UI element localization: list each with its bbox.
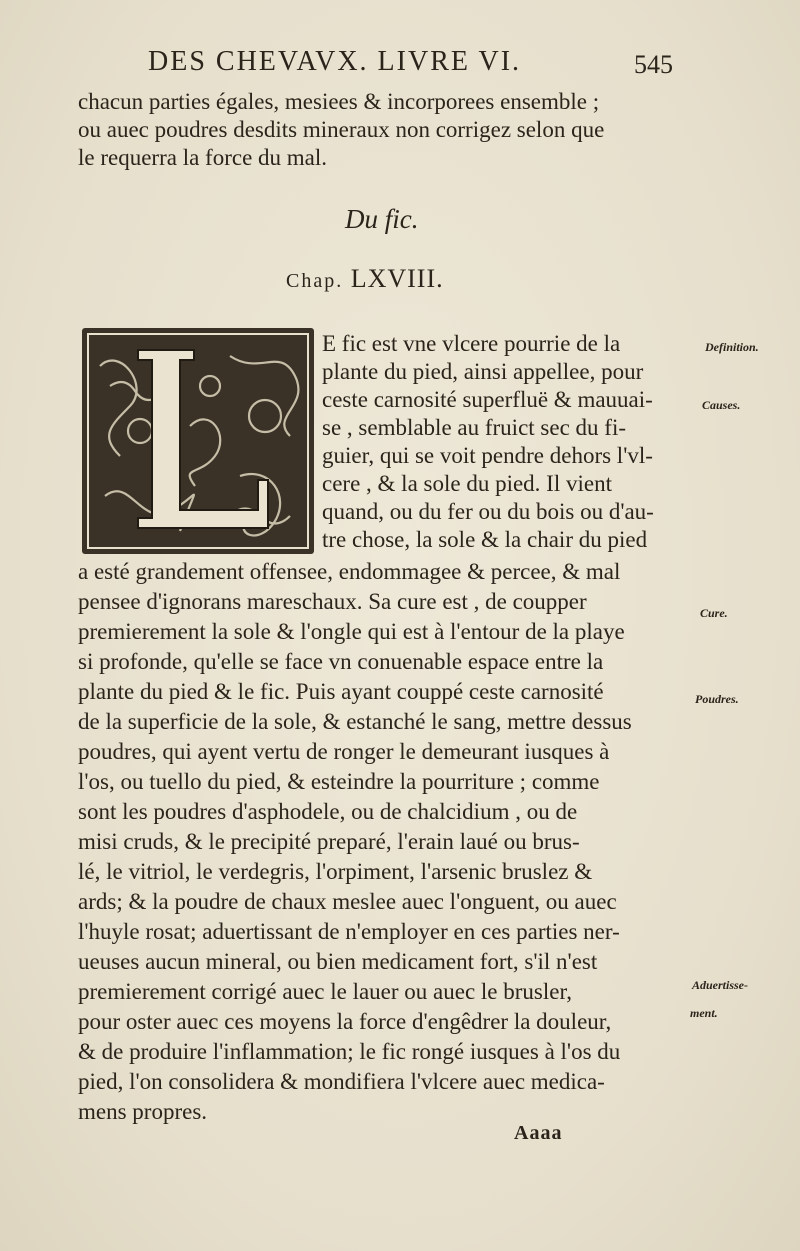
text-line: cere , & la sole du pied. Il vient bbox=[322, 471, 612, 496]
text-line: sont les poudres d'asphodele, ou de chalcidium , ou de bbox=[78, 799, 578, 824]
text-line: chacun parties égales, mesiees & incorporees ensemble ; bbox=[78, 89, 600, 114]
text-line: plante du pied, ainsi appellee, pour bbox=[322, 359, 644, 384]
text-line: a esté grandement offensee, endommagee & percee, & mal bbox=[78, 559, 621, 584]
text-line: le requerra la force du mal. bbox=[78, 145, 328, 170]
margin-note: Cure. bbox=[700, 606, 728, 620]
drop-cap-letter: L bbox=[80, 326, 81, 327]
chapter-prefix: Chap. bbox=[286, 270, 344, 292]
text-line: l'os, ou tuello du pied, & esteindre la pourriture ; comme bbox=[78, 769, 600, 794]
section-title: Du fic. bbox=[345, 204, 419, 234]
margin-note: Aduertisse- bbox=[692, 978, 749, 992]
text-line: pour oster auec ces moyens la force d'engêdrer la douleur, bbox=[78, 1009, 612, 1034]
text-line: si profonde, qu'elle se face vn conuenable espace entre la bbox=[78, 649, 604, 674]
text-line: premierement la sole & l'ongle qui est à l'entour de la playe bbox=[78, 619, 625, 644]
text-line: misi cruds, & le precipité preparé, l'erain laué ou brus- bbox=[78, 829, 580, 854]
text-line: pensee d'ignorans mareschaux. Sa cure est , de coupper bbox=[78, 589, 587, 614]
text-line: ou auec poudres desdits mineraux non corrigez selon que bbox=[78, 117, 605, 142]
text-line: ceste carnosité superfluë & mauuai- bbox=[322, 387, 653, 412]
text-line: premierement corrigé auec le lauer ou auec le brusler, bbox=[78, 979, 572, 1004]
margin-note: Causes. bbox=[702, 398, 741, 412]
margin-note: ment. bbox=[690, 1006, 718, 1020]
chapter-heading bbox=[286, 264, 444, 294]
margin-note: Poudres. bbox=[695, 692, 739, 706]
text-line: tre chose, la sole & la chair du pied bbox=[322, 527, 648, 552]
text-line: guier, qui se voit pendre dehors l'vl- bbox=[322, 443, 653, 468]
text-line: se , semblable au fruict sec du fi- bbox=[322, 415, 626, 440]
text-line: poudres, qui ayent vertu de ronger le demeurant iusques à bbox=[78, 739, 610, 764]
text-line: pied, l'on consolidera & mondifiera l'vlcere auec medica- bbox=[78, 1069, 605, 1094]
text-line: mens propres. bbox=[78, 1099, 208, 1124]
text-line: de la superficie de la sole, & estanché le sang, mettre dessus bbox=[78, 709, 632, 734]
text-line: quand, ou du fer ou du bois ou d'au- bbox=[322, 499, 654, 524]
chapter-number: LXVIII. bbox=[350, 264, 444, 293]
text-line: E fic est vne vlcere pourrie de la bbox=[322, 331, 621, 356]
drop-cap-initial bbox=[80, 326, 316, 556]
text-line: lé, le vitriol, le verdegris, l'orpiment, l'arsenic bruslez & bbox=[78, 859, 593, 884]
page-number: 545 bbox=[634, 50, 673, 79]
text-line: l'huyle rosat; aduertissant de n'employer en ces parties ner- bbox=[78, 919, 620, 944]
text-line: & de produire l'inflammation; le fic rongé iusques à l'os du bbox=[78, 1039, 621, 1064]
text-line: plante du pied & le fic. Puis ayant couppé ceste carnosité bbox=[78, 679, 604, 704]
text-line: ueuses aucun mineral, ou bien medicament fort, s'il n'est bbox=[78, 949, 598, 974]
margin-note: Definition. bbox=[705, 340, 759, 354]
signature-mark: Aaaa bbox=[514, 1122, 563, 1144]
text-line: ards; & la poudre de chaux meslee auec l'onguent, ou auec bbox=[78, 889, 617, 914]
running-head: DES CHEVAVX. LIVRE VI. bbox=[148, 46, 522, 77]
